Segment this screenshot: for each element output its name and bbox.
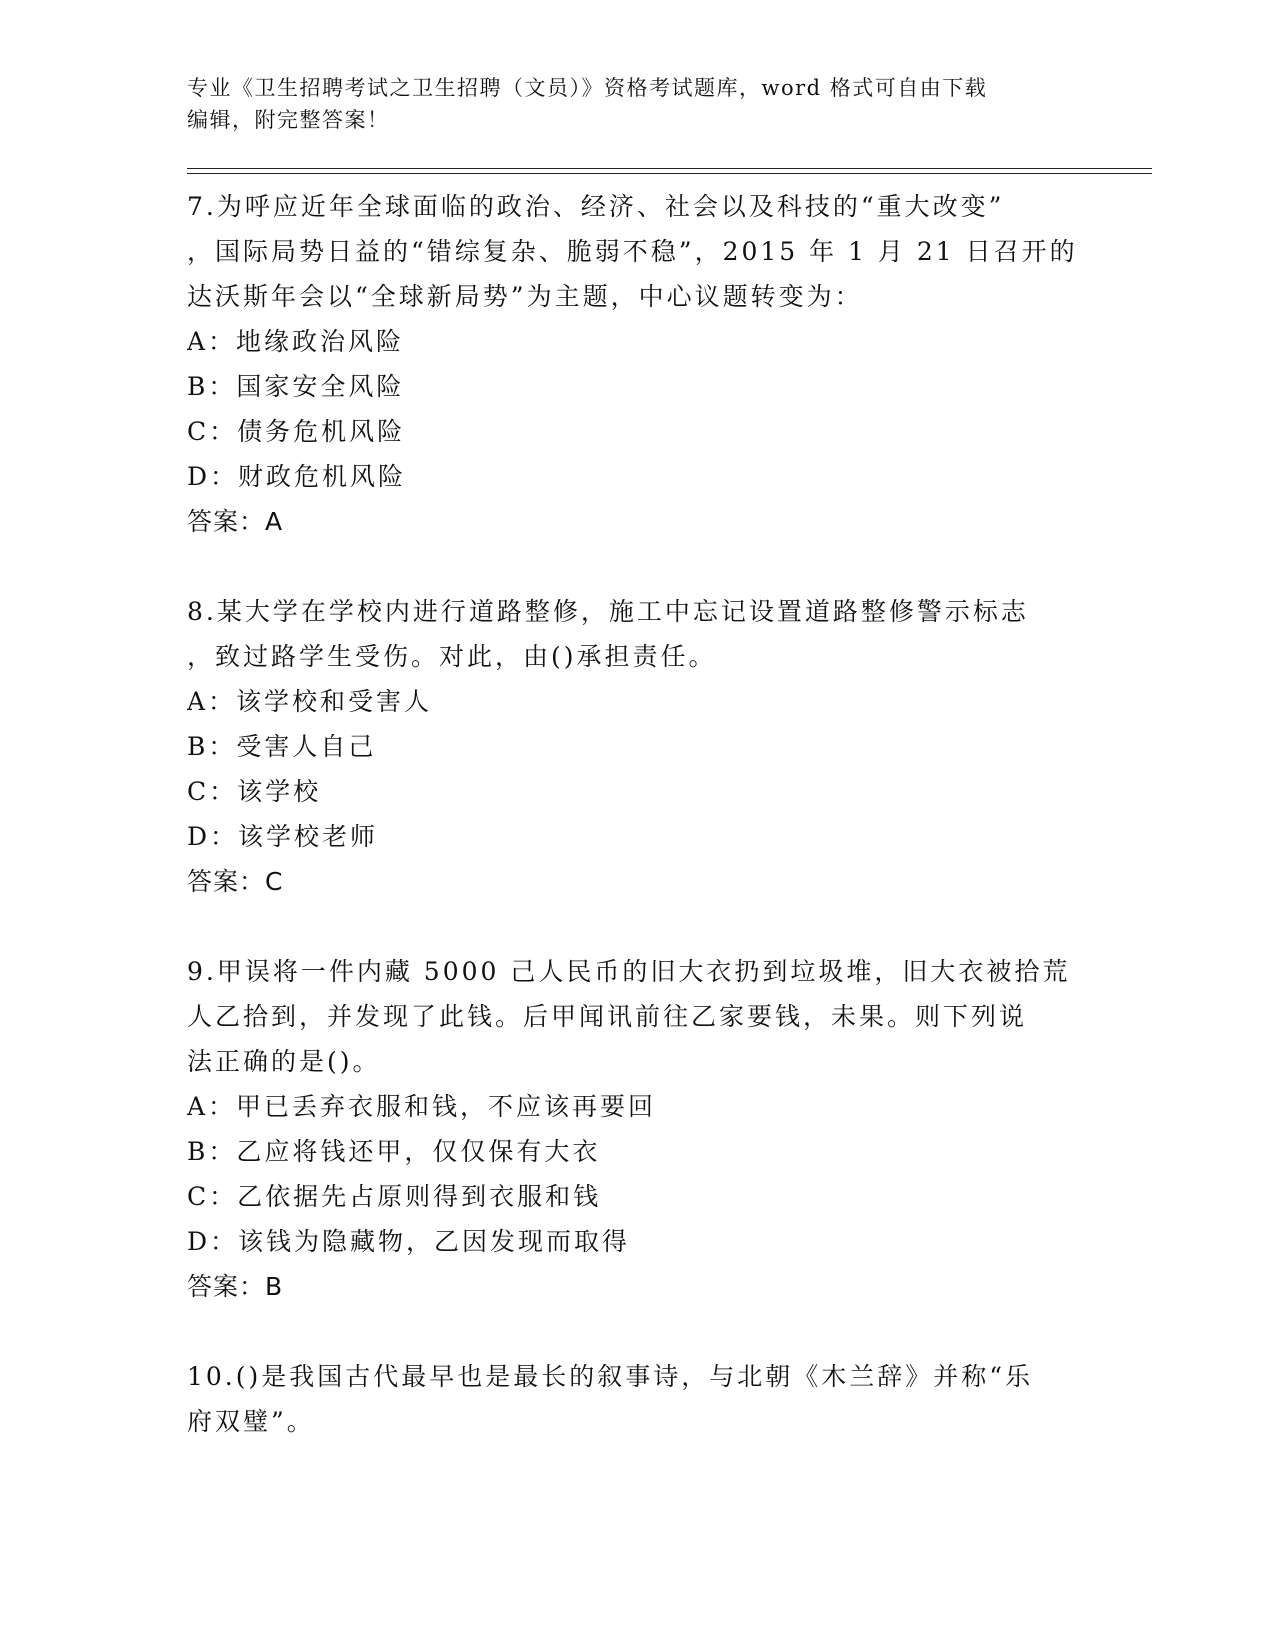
option-a: A：地缘政治风险 <box>187 327 405 356</box>
question-stem-line: 9.甲误将一件内藏 5000 己人民币的旧大衣扔到垃圾堆，旧大衣被拾荒 <box>187 957 1071 986</box>
option-c: C：乙依据先占原则得到衣服和钱 <box>187 1182 602 1211</box>
question-stem-line: 8.某大学在学校内进行道路整修，施工中忘记设置道路整修警示标志 <box>187 597 1029 626</box>
document-header-line-2: 编辑，附完整答案！ <box>187 108 390 132</box>
question-stem-line: ，致过路学生受伤。对此，由()承担责任。 <box>187 642 717 671</box>
question-stem-line: 10.()是我国古代最早也是最长的叙事诗，与北朝《木兰辞》并称“乐 <box>187 1362 1034 1391</box>
option-d: D：该钱为隐藏物，乙因发现而取得 <box>187 1227 631 1256</box>
option-c: C：债务危机风险 <box>187 417 406 446</box>
option-d: D：该学校老师 <box>187 822 379 851</box>
question-8 <box>187 589 1152 904</box>
question-stem-line: ，国际局势日益的“错综复杂、脆弱不稳”，2015 年 1 月 21 日召开的 <box>187 237 1078 266</box>
question-stem-line: 7.为呼应近年全球面临的政治、经济、社会以及科技的“重大改变” <box>187 192 1005 221</box>
question-stem-line: 府双璧”。 <box>187 1407 315 1436</box>
question-10 <box>187 1354 1152 1444</box>
answer-label: 答案：C <box>187 867 284 896</box>
question-7 <box>187 184 1152 544</box>
document-header-line-1: 专业《卫生招聘考试之卫生招聘（文员）》资格考试题库，word 格式可自由下载 <box>187 76 988 100</box>
answer-label: 答案：A <box>187 507 284 536</box>
option-b: B：乙应将钱还甲，仅仅保有大衣 <box>187 1137 601 1166</box>
answer-label: 答案：B <box>187 1272 284 1301</box>
option-d: D：财政危机风险 <box>187 462 407 491</box>
question-stem-line: 达沃斯年会以“全球新局势”为主题，中心议题转变为： <box>187 282 863 311</box>
header-rule-bottom <box>187 173 1152 174</box>
header-divider <box>187 168 1152 174</box>
option-b: B：受害人自己 <box>187 732 377 761</box>
option-a: A：该学校和受害人 <box>187 687 433 716</box>
option-a: A：甲已丢弃衣服和钱，不应该再要回 <box>187 1092 657 1121</box>
option-b: B：国家安全风险 <box>187 372 405 401</box>
document-page <box>187 72 1152 1444</box>
header-rule-top <box>187 168 1152 169</box>
question-stem-line: 人乙拾到，并发现了此钱。后甲闻讯前往乙家要钱，未果。则下列说 <box>187 1002 1028 1031</box>
question-stem-line: 法正确的是()。 <box>187 1047 381 1076</box>
option-c: C：该学校 <box>187 777 322 806</box>
question-9 <box>187 949 1152 1309</box>
